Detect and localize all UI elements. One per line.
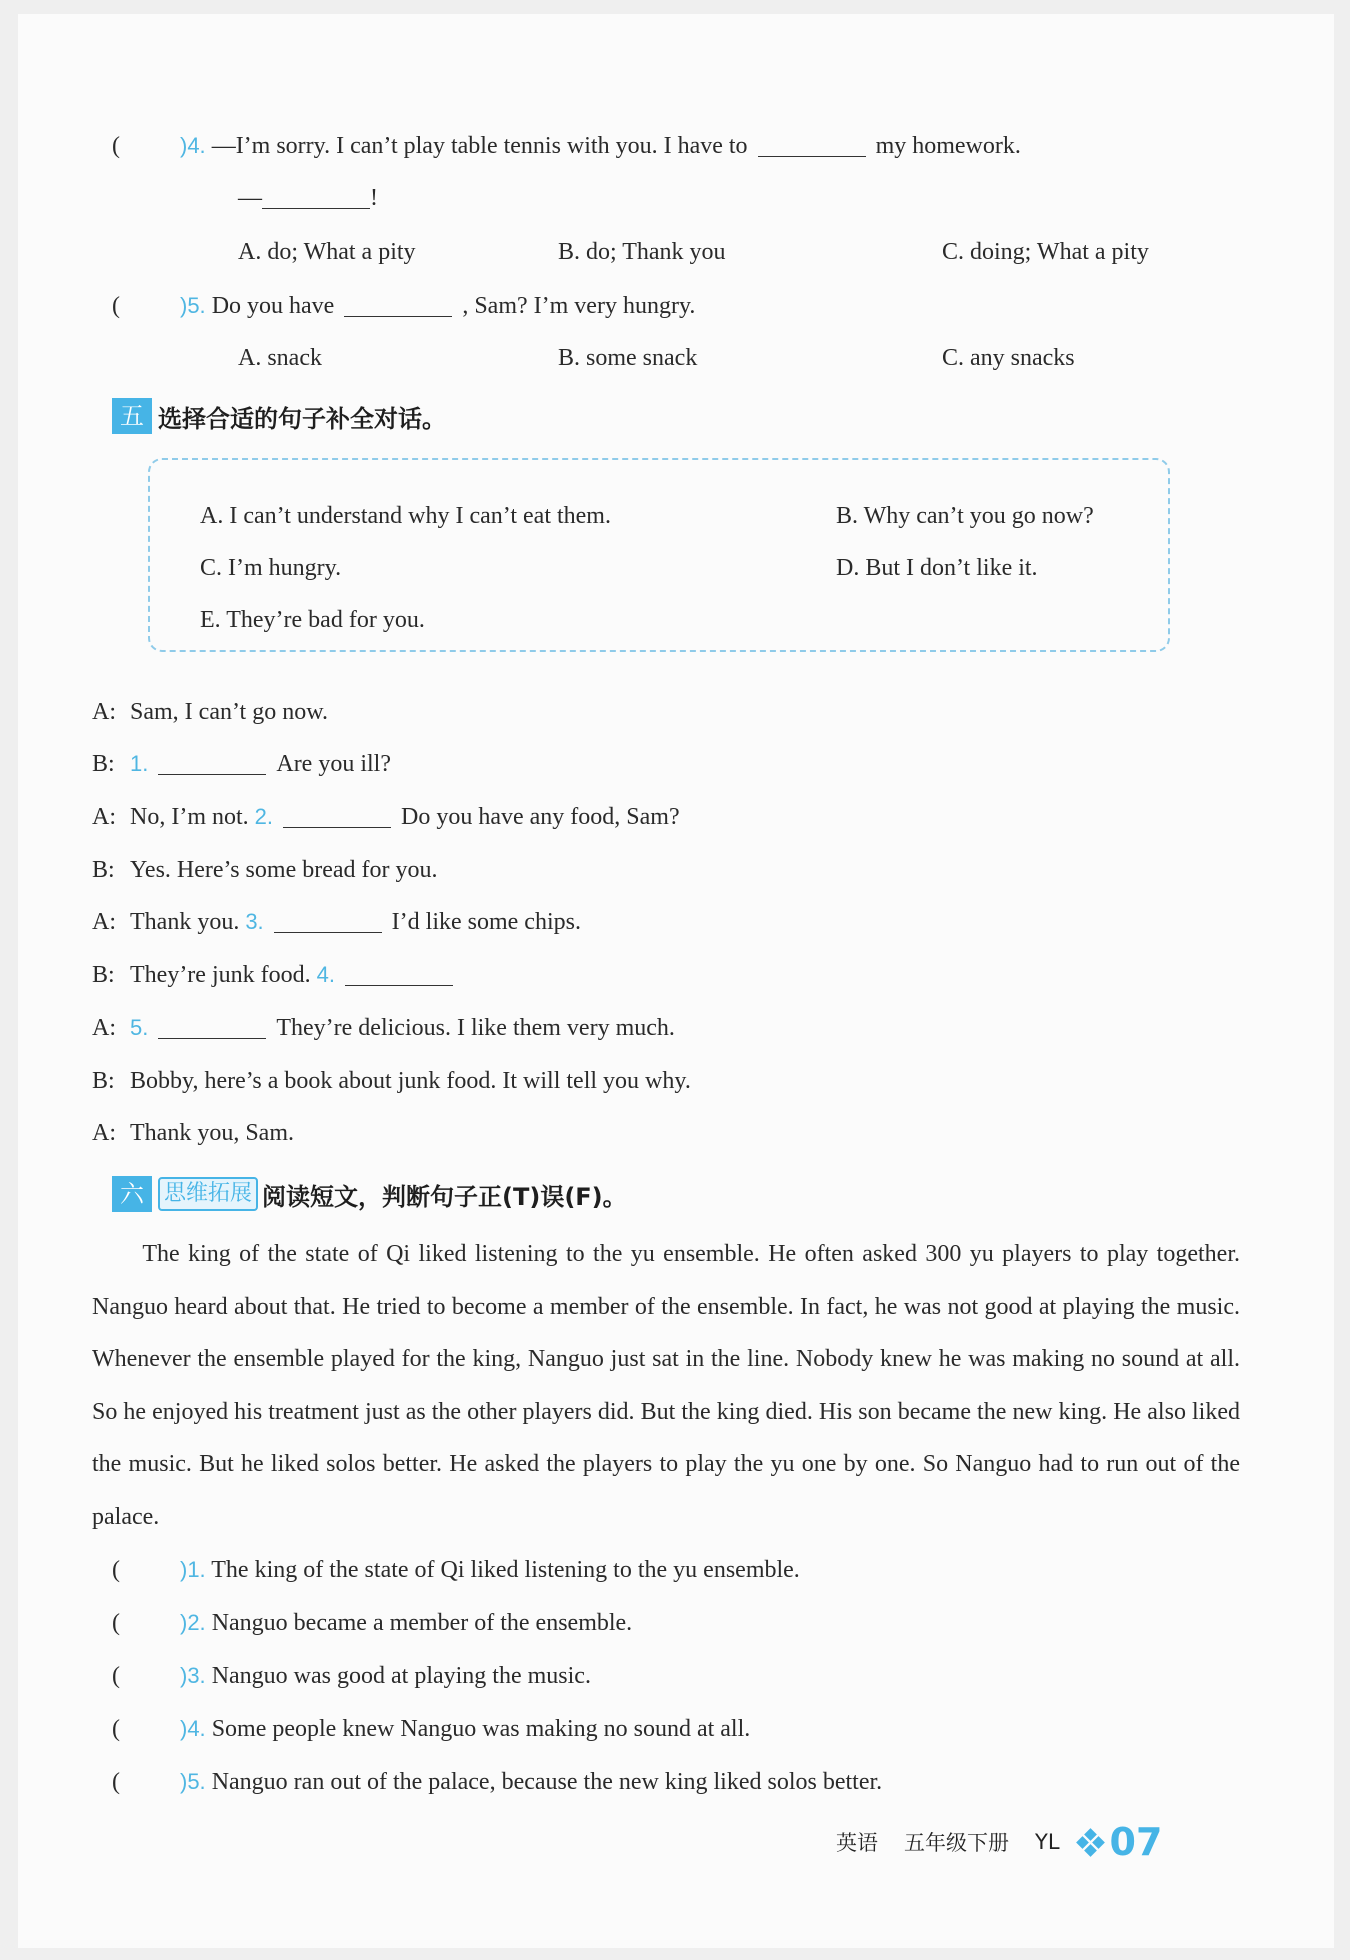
reply-dash: —	[238, 185, 262, 211]
section-tag: 思维拓展	[158, 1177, 258, 1211]
dialogue-line	[92, 748, 391, 780]
blank-number: 2.	[254, 804, 274, 829]
statement-number: )1.	[180, 1557, 206, 1582]
option-c: C. any snacks	[942, 345, 1075, 371]
page-footer	[836, 1820, 1162, 1864]
option-b: B. some snack	[558, 345, 698, 371]
reading-passage	[92, 1228, 1240, 1544]
answer-paren[interactable]: (	[112, 1769, 120, 1795]
answer-blank[interactable]	[758, 130, 866, 157]
passage-text: The king of the state of Qi liked listening to the yu ensemble. He often asked 300 yu players to play together. Nanguo heard about that. He tried to become a member of the ensemble. In fact, he was not good at playing the music. Whenever the ensemble played for the king, Nanguo just sat in the line. Nobody knew he was making no sound at all. So he enjoyed his treatment just as the other players did. But the king died. His son became the new king. He also liked the music. But he liked solos better. He asked the players to play the yu one by one. So Nanguo had to run out of the palace.	[92, 1241, 1240, 1530]
section-number: 六	[112, 1176, 152, 1212]
answer-paren[interactable]: (	[112, 133, 120, 159]
dialogue-line	[92, 906, 581, 938]
answer-paren[interactable]: (	[112, 1663, 120, 1689]
dialogue-text: Yes. Here’s some bread for you.	[130, 857, 438, 883]
dialogue-text: Do you have any food, Sam?	[401, 804, 680, 830]
question-text: Do you have	[211, 293, 335, 319]
statement-text: Nanguo ran out of the palace, because the new king liked solos better.	[211, 1769, 883, 1795]
page-number: 07	[1109, 1820, 1163, 1864]
dialogue-line	[92, 1117, 294, 1149]
option-a: A. snack	[238, 345, 322, 371]
statement-number: )5.	[180, 1769, 206, 1794]
answer-paren[interactable]: (	[112, 1557, 120, 1583]
dialogue-line	[92, 801, 680, 833]
question-text: —I’m sorry. I can’t play table tennis with you. I have to	[211, 133, 748, 159]
section-6-header	[112, 1176, 627, 1212]
question-5	[112, 290, 695, 322]
box-option-c: C. I’m hungry.	[200, 555, 342, 581]
question-text-end: my homework.	[875, 133, 1021, 159]
question-4-reply	[238, 182, 378, 214]
section-title: 阅读短文，判断句子正(T)误(F)。	[262, 1182, 627, 1211]
speaker: B:	[92, 962, 115, 988]
speaker: A:	[92, 699, 116, 725]
answer-blank[interactable]	[274, 906, 382, 933]
answer-blank[interactable]	[344, 290, 452, 317]
footer-edition: YL	[1035, 1830, 1060, 1854]
statement	[112, 1766, 882, 1798]
box-option-d: D. But I don’t like it.	[836, 555, 1038, 581]
answer-blank[interactable]	[345, 959, 453, 986]
footer-grade: 五年级下册	[904, 1831, 1009, 1855]
statement-text: Nanguo was good at playing the music.	[211, 1663, 591, 1689]
speaker: A:	[92, 909, 116, 935]
statement	[112, 1607, 632, 1639]
statement-text: Nanguo became a member of the ensemble.	[211, 1610, 633, 1636]
question-text-end: , Sam? I’m very hungry.	[462, 293, 696, 319]
dialogue-text: Bobby, here’s a book about junk food. It will tell you why.	[130, 1068, 691, 1094]
dialogue-line	[92, 696, 328, 728]
speaker: B:	[92, 751, 115, 777]
speaker: A:	[92, 804, 116, 830]
answer-blank[interactable]	[158, 748, 266, 775]
answer-blank[interactable]	[158, 1012, 266, 1039]
answer-paren[interactable]: (	[112, 293, 120, 319]
dialogue-line	[92, 1065, 691, 1097]
diamond-icon	[1078, 1830, 1102, 1854]
option-a: A. do; What a pity	[238, 239, 416, 265]
dialogue-line	[92, 959, 463, 991]
dialogue-text: No, I’m not.	[130, 804, 249, 830]
dialogue-text: They’re junk food.	[130, 962, 311, 988]
dialogue-text: Thank you, Sam.	[130, 1120, 294, 1146]
question-number: )4.	[180, 133, 206, 158]
speaker: B:	[92, 1068, 115, 1094]
statement-number: )4.	[180, 1716, 206, 1741]
answer-blank[interactable]	[283, 801, 391, 828]
statement	[112, 1713, 750, 1745]
speaker: B:	[92, 857, 115, 883]
dialogue-line	[92, 1012, 675, 1044]
answer-paren[interactable]: (	[112, 1716, 120, 1742]
blank-number: 3.	[245, 909, 264, 934]
dialogue-line	[92, 854, 438, 886]
blank-number: 1.	[130, 751, 149, 776]
statement-text: Some people knew Nanguo was making no sound at all.	[211, 1716, 751, 1742]
dialogue-text: Are you ill?	[276, 751, 391, 777]
answer-paren[interactable]: (	[112, 1610, 120, 1636]
section-5-header	[112, 398, 446, 434]
dialogue-text: I’d like some chips.	[391, 909, 581, 935]
dialogue-text: They’re delicious. I like them very much.	[276, 1015, 675, 1041]
dialogue-text: Sam, I can’t go now.	[130, 699, 328, 725]
footer-subject: 英语	[836, 1831, 878, 1855]
statement-text: The king of the state of Qi liked listening to the yu ensemble.	[211, 1557, 800, 1583]
statement	[112, 1554, 800, 1586]
box-option-b: B. Why can’t you go now?	[836, 503, 1094, 529]
section-title: 选择合适的句子补全对话。	[158, 404, 446, 433]
option-b: B. do; Thank you	[558, 239, 726, 265]
statement	[112, 1660, 591, 1692]
option-c: C. doing; What a pity	[942, 239, 1149, 265]
speaker: A:	[92, 1015, 116, 1041]
dialogue-text: Thank you.	[130, 909, 240, 935]
reply-end: !	[370, 185, 378, 211]
box-option-a: A. I can’t understand why I can’t eat them.	[200, 503, 611, 529]
answer-blank[interactable]	[262, 182, 370, 209]
statement-number: )2.	[180, 1610, 206, 1635]
statement-number: )3.	[180, 1663, 206, 1688]
question-4	[112, 130, 1021, 162]
box-option-e: E. They’re bad for you.	[200, 607, 425, 633]
question-number: )5.	[180, 293, 206, 318]
section-number: 五	[112, 398, 152, 434]
blank-number: 4.	[316, 962, 335, 987]
speaker: A:	[92, 1120, 116, 1146]
blank-number: 5.	[130, 1015, 149, 1040]
